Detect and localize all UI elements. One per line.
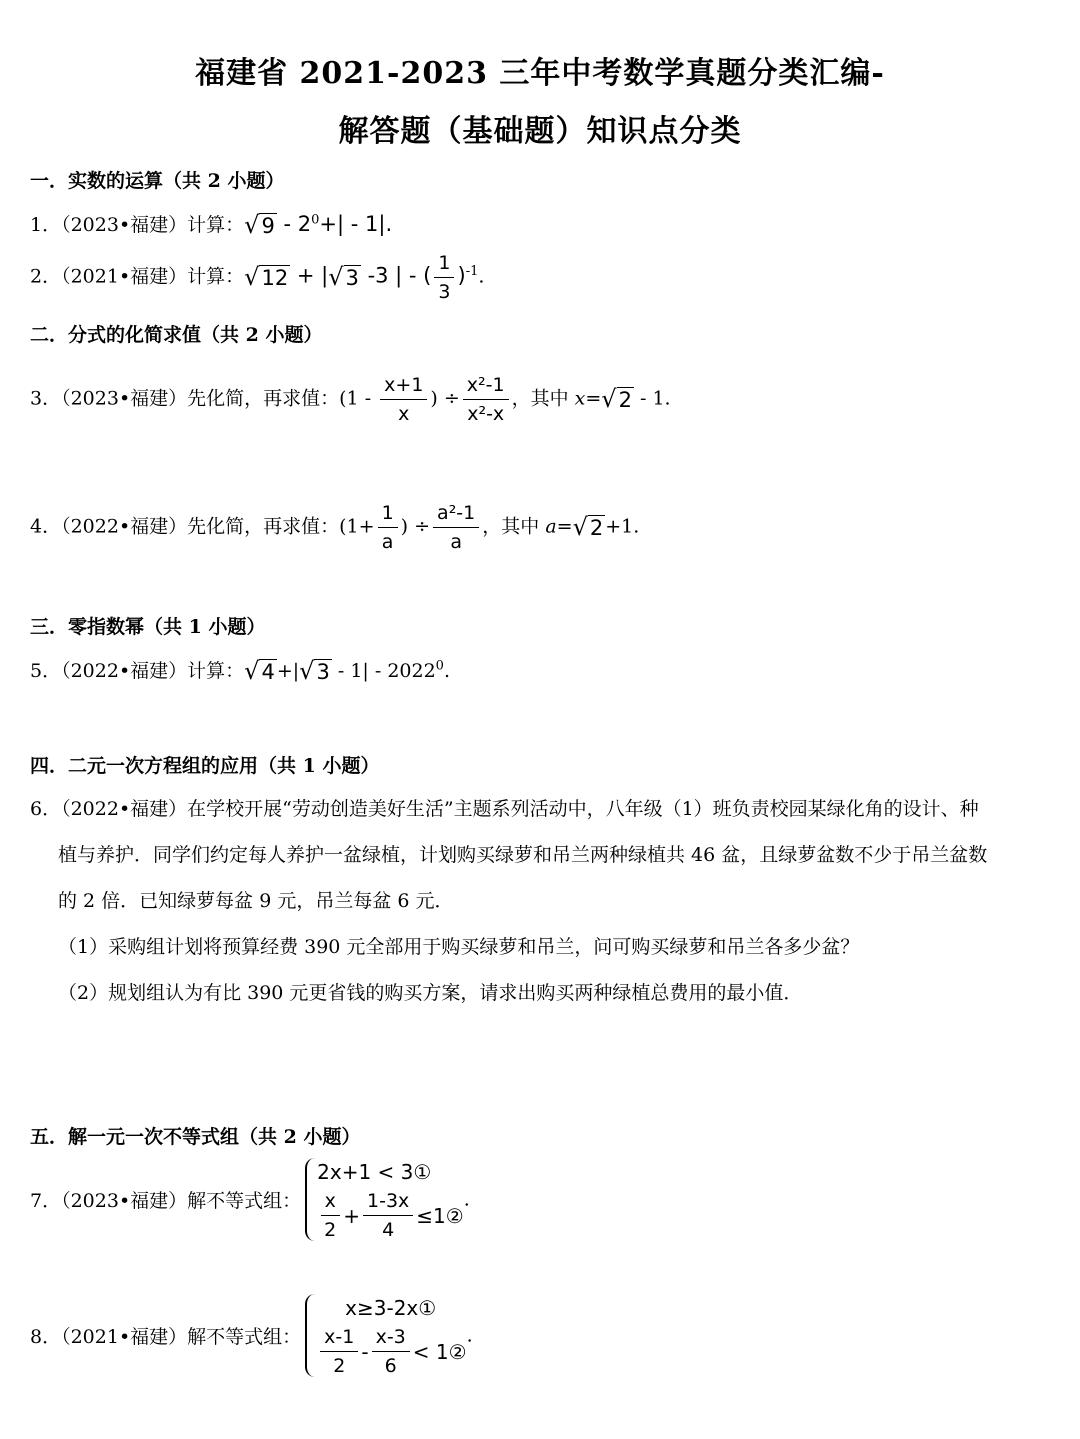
question-8: 8．（2021•福建）解不等式组： x≥3-2x① $\frac{x-1}{2}$ - $\frac{x-3}{6}$ < 1② . <box>30 1296 473 1377</box>
q4-sqrt: √ 2 <box>572 512 604 541</box>
q6-line-1: 6．（2022•福建）在学校开展“劳动创造美好生活”主题系列活动中，八年级（1）班负责校园某绿化角的设计、种 <box>30 798 979 820</box>
q2-text-2: -3 | - ( <box>360 263 432 288</box>
question-2: 2．（2021•福建）计算： √ 12 + | √ 3 -3 | - ( $\frac{1}{3}$ )$^{-1}$. <box>30 252 485 303</box>
section-heading-2: 二．分式的化简求值（共 2 小题） <box>30 324 323 346</box>
title-line-1: 福建省 2021-2023 三年中考数学真题分类汇编- <box>195 56 885 91</box>
question-3: 3．（2023•福建）先化简，再求值：(1 - $\frac{x+1}{x}$ ) ÷ $\frac{\text{x²-1}}{\text{x²-x}}$ ，其中 x= √ 2 - 1. <box>30 374 671 425</box>
q4-fraction-2: $\frac{\text{a²-1}}{a}$ <box>433 502 479 553</box>
q2-sqrt-2: √ 3 <box>328 262 359 291</box>
question-6 <box>30 786 1070 1016</box>
q3-prefix: 3．（2023•福建）先化简，再求值：(1 - <box>30 387 378 410</box>
question-7: 7．（2023•福建）解不等式组： 2x+1 < 3① $\frac{x}{2}$ + $\frac{1-3x}{4}$ ≤1② . <box>30 1160 470 1241</box>
question-5: 5．（2022•福建）计算： √ 4 +| √ 3 - 1| - 2022$^0$. <box>30 657 450 686</box>
q6-line-3: 的 2 倍．已知绿萝每盆 9 元，吊兰每盆 6 元． <box>58 890 454 912</box>
q2-text-3: ) <box>457 263 466 288</box>
q2-text-1: + | <box>290 263 329 288</box>
q7-row-2: $\frac{x}{2}$ + $\frac{1-3x}{4}$ ≤1② <box>317 1190 464 1241</box>
section-heading-3: 三．零指数幂（共 1 小题） <box>30 616 266 638</box>
q8-prefix: 8．（2021•福建）解不等式组： <box>30 1326 302 1348</box>
q1-sqrt: √ 9 <box>244 211 275 240</box>
q2-fraction: $\frac{1}{3}$ <box>434 252 454 303</box>
q2-sqrt-1: √ 12 <box>244 262 289 291</box>
q1-text-b: +| - 1|. <box>319 212 393 236</box>
q2-radicand-2: 3 <box>345 265 359 290</box>
q3-fraction-2: $\frac{\text{x²-1}}{\text{x²-x}}$ <box>463 374 509 425</box>
q3-sqrt: √ 2 <box>601 384 632 413</box>
q1-text-a: - 2 <box>276 212 312 236</box>
q6-subquestion-1: （1）采购组计划将预算经费 390 元全部用于购买绿萝和吊兰，问可购买绿萝和吊兰各多少盆？ <box>58 936 860 958</box>
q8-row-1: x≥3-2x① <box>345 1296 437 1320</box>
q7-inequality-system <box>305 1158 464 1241</box>
q3-fraction-1: $\frac{x+1}{x}$ <box>380 374 427 425</box>
q8-row-2: $\frac{x-1}{2}$ - $\frac{x-3}{6}$ < 1② <box>317 1326 466 1377</box>
title-line-2: 解答题（基础题）知识点分类 <box>338 114 742 149</box>
q6-subquestion-2: （2）规划组认为有比 390 元更省钱的购买方案，请求出购买两种绿植总费用的最小值． <box>58 982 803 1004</box>
q2-prefix: 2．（2021•福建）计算： <box>30 265 245 288</box>
q7-prefix: 7．（2023•福建）解不等式组： <box>30 1190 302 1212</box>
q2-radicand-1: 12 <box>261 265 289 290</box>
q4-prefix: 4．（2022•福建）先化简，再求值：(1+ <box>30 515 375 538</box>
q5-sqrt-1: √ 4 <box>244 657 275 686</box>
section-heading-1: 一．实数的运算（共 2 小题） <box>30 170 285 192</box>
question-4: 4．（2022•福建）先化简，再求值：(1+ $\frac{1}{a}$ ) ÷ $\frac{\text{a²-1}}{a}$ ，其中 a= √ 2 +1. <box>30 502 640 553</box>
q1-exponent: 0 <box>311 212 320 228</box>
section-heading-4: 四．二元一次方程组的应用（共 1 小题） <box>30 755 380 777</box>
q2-exponent: -1 <box>465 264 479 280</box>
q5-prefix: 5．（2022•福建）计算： <box>30 660 245 682</box>
q8-inequality-system <box>305 1294 466 1377</box>
q6-line-2: 植与养护．同学们约定每人养护一盆绿植，计划购买绿萝和吊兰两种绿植共 46 盆，且绿萝盆数不少于吊兰盆数 <box>58 844 988 866</box>
q7-row-1: 2x+1 < 3① <box>317 1160 432 1184</box>
q4-fraction-1: $\frac{1}{a}$ <box>378 502 398 553</box>
q1-radicand: 9 <box>261 214 275 239</box>
question-1 <box>30 210 392 239</box>
q1-prefix: 1．（2023•福建）计算： <box>30 214 245 236</box>
q5-exponent: 0 <box>435 658 444 674</box>
q5-sqrt-2: √ 3 <box>299 657 330 686</box>
section-heading-5: 五．解一元一次不等式组（共 2 小题） <box>30 1126 361 1148</box>
